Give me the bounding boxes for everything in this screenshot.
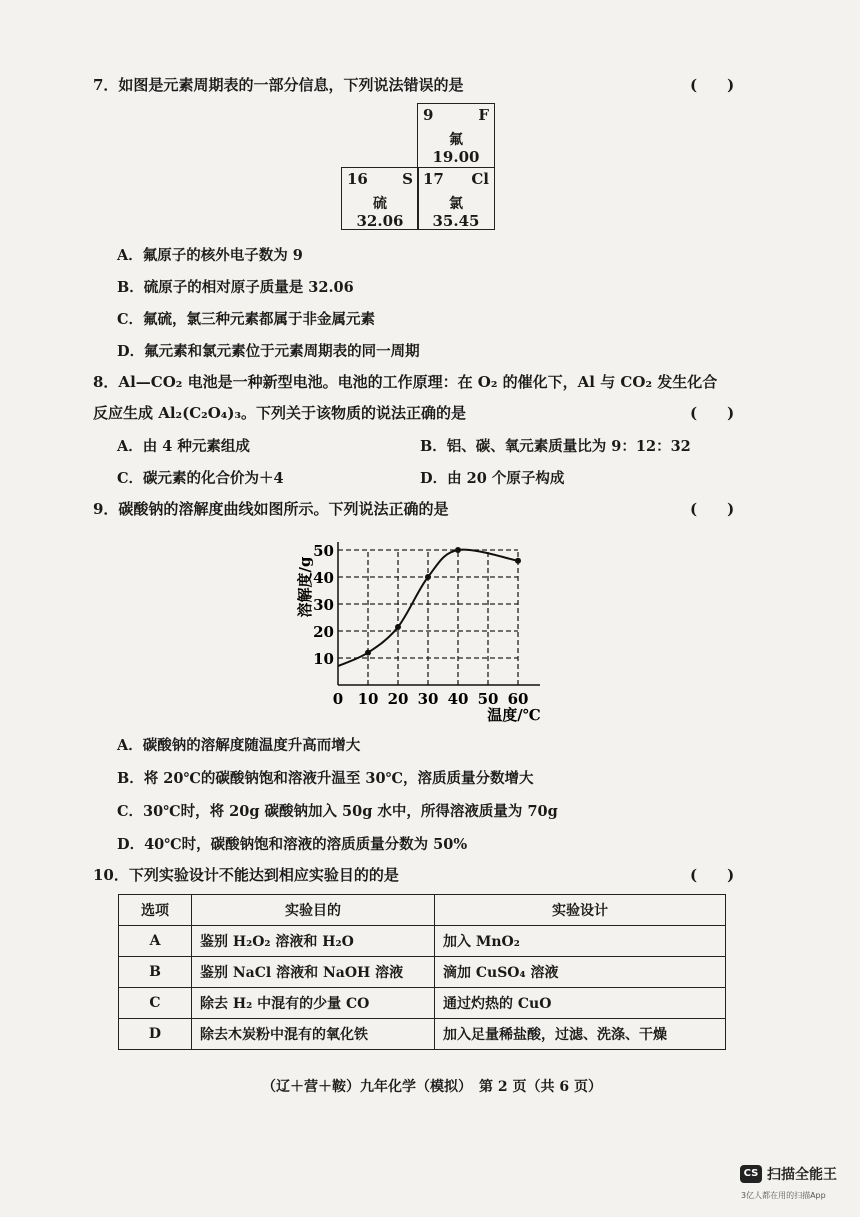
y-tick-labels (313, 542, 334, 668)
q7-option-a: A．氟原子的核外电子数为 9 (117, 247, 303, 264)
element-symbol: S (402, 170, 413, 188)
element-symbol: Cl (471, 170, 489, 188)
element-cell-fluorine (417, 103, 495, 168)
scanner-tagline: 3亿人都在用的扫描App (741, 1191, 826, 1200)
q9-option-d: D．40℃时，碳酸钠饱和溶液的溶质质量分数为 50% (117, 836, 468, 853)
row-option: D (119, 1019, 192, 1050)
y-tick-label: 30 (313, 596, 334, 614)
x-tick-label: 50 (477, 690, 499, 708)
table-row (119, 926, 726, 957)
table-row (119, 1019, 726, 1050)
header-option: 选项 (119, 895, 192, 926)
q8-answer-paren: ( ) (690, 404, 735, 422)
q10-answer-paren: ( ) (690, 866, 735, 884)
element-cell-chlorine (417, 167, 495, 230)
y-tick-label: 10 (313, 650, 334, 668)
q8-option-d: D．由 20 个原子构成 (420, 470, 565, 487)
element-name: 硫 (373, 196, 387, 212)
atomic-mass: 32.06 (356, 212, 404, 230)
q9-option-b: B．将 20℃的碳酸钠饱和溶液升温至 30℃，溶质质量分数增大 (117, 770, 534, 787)
x-axis-label: 温度/℃ (487, 706, 541, 724)
table-row (119, 957, 726, 988)
q8-option-a: A．由 4 种元素组成 (117, 438, 250, 455)
x-tick-label: 20 (387, 690, 409, 708)
data-point (425, 574, 431, 580)
q9-option-c: C．30℃时，将 20g 碳酸钠加入 50g 水中，所得溶液质量为 70g (117, 803, 558, 820)
row-design: 滴加 CuSO₄ 溶液 (435, 957, 726, 988)
element-symbol: F (478, 106, 489, 124)
data-point (395, 624, 401, 630)
q7-option-b: B．硫原子的相对原子质量是 32.06 (117, 279, 354, 296)
q8-option-c: C．碳元素的化合价为＋4 (117, 470, 284, 487)
q9-answer-paren: ( ) (690, 500, 735, 518)
header-design: 实验设计 (435, 895, 726, 926)
q8-stem-line1: 8．Al—CO₂ 电池是一种新型电池。电池的工作原理：在 O₂ 的催化下，Al 与 CO₂ 发生化合 (93, 373, 718, 391)
y-tick-label: 40 (313, 569, 334, 587)
q9-stem: 9．碳酸钠的溶解度曲线如图所示。下列说法正确的是 (93, 500, 449, 518)
data-point (365, 650, 371, 656)
q10-stem: 10．下列实验设计不能达到相应实验目的的是 (93, 866, 399, 884)
y-tick-label: 20 (313, 623, 334, 641)
row-purpose: 除去木炭粉中混有的氧化铁 (192, 1019, 435, 1050)
data-point (455, 547, 461, 553)
q7-option-d: D．氟元素和氯元素位于元素周期表的同一周期 (117, 343, 420, 360)
element-name: 氯 (449, 196, 463, 212)
atomic-number: 16 (347, 170, 368, 188)
atomic-mass: 19.00 (432, 148, 480, 166)
page-footer: （辽＋营＋鞍）九年化学（模拟） 第 2 页（共 6 页） (262, 1079, 602, 1095)
atomic-number: 17 (423, 170, 444, 188)
q9-option-a: A．碳酸钠的溶解度随温度升高而增大 (117, 737, 361, 754)
experiment-table (118, 894, 726, 1050)
row-option: C (119, 988, 192, 1019)
chart-grid (338, 550, 518, 685)
y-axis-label: 溶解度/g (296, 556, 314, 618)
atomic-number: 9 (423, 106, 434, 124)
solubility-chart (290, 525, 560, 730)
data-points (365, 547, 521, 656)
element-name: 氟 (449, 132, 463, 148)
q7-answer-paren: ( ) (690, 76, 735, 94)
q8-stem-line2: 反应生成 Al₂(C₂O₄)₃。下列关于该物质的说法正确的是 (93, 404, 467, 422)
q8-option-b: B．铝、碳、氧元素质量比为 9：12：32 (420, 438, 691, 455)
x-tick-label: 0 (332, 690, 344, 708)
x-tick-label: 60 (507, 690, 529, 708)
row-design: 加入 MnO₂ (435, 926, 726, 957)
row-design: 通过灼热的 CuO (435, 988, 726, 1019)
q7-stem: 7．如图是元素周期表的一部分信息，下列说法错误的是 (93, 76, 464, 94)
camscanner-logo: CS (740, 1165, 762, 1183)
table-header-row (119, 895, 726, 926)
q7-option-c: C．氟硫，氯三种元素都属于非金属元素 (117, 311, 376, 328)
y-tick-label: 50 (313, 542, 334, 560)
row-option: B (119, 957, 192, 988)
x-tick-label: 30 (417, 690, 439, 708)
scanner-app-name: 扫描全能王 (767, 1167, 837, 1183)
row-purpose: 鉴别 H₂O₂ 溶液和 H₂O (192, 926, 435, 957)
element-cell-sulfur (341, 167, 419, 230)
atomic-mass: 35.45 (432, 212, 480, 230)
row-design: 加入足量稀盐酸，过滤、洗涤、干燥 (435, 1019, 726, 1050)
data-point (515, 558, 521, 564)
header-purpose: 实验目的 (192, 895, 435, 926)
row-option: A (119, 926, 192, 957)
row-purpose: 鉴别 NaCl 溶液和 NaOH 溶液 (192, 957, 435, 988)
x-tick-label: 10 (357, 690, 379, 708)
row-purpose: 除去 H₂ 中混有的少量 CO (192, 988, 435, 1019)
table-row (119, 988, 726, 1019)
x-tick-label: 40 (447, 690, 469, 708)
